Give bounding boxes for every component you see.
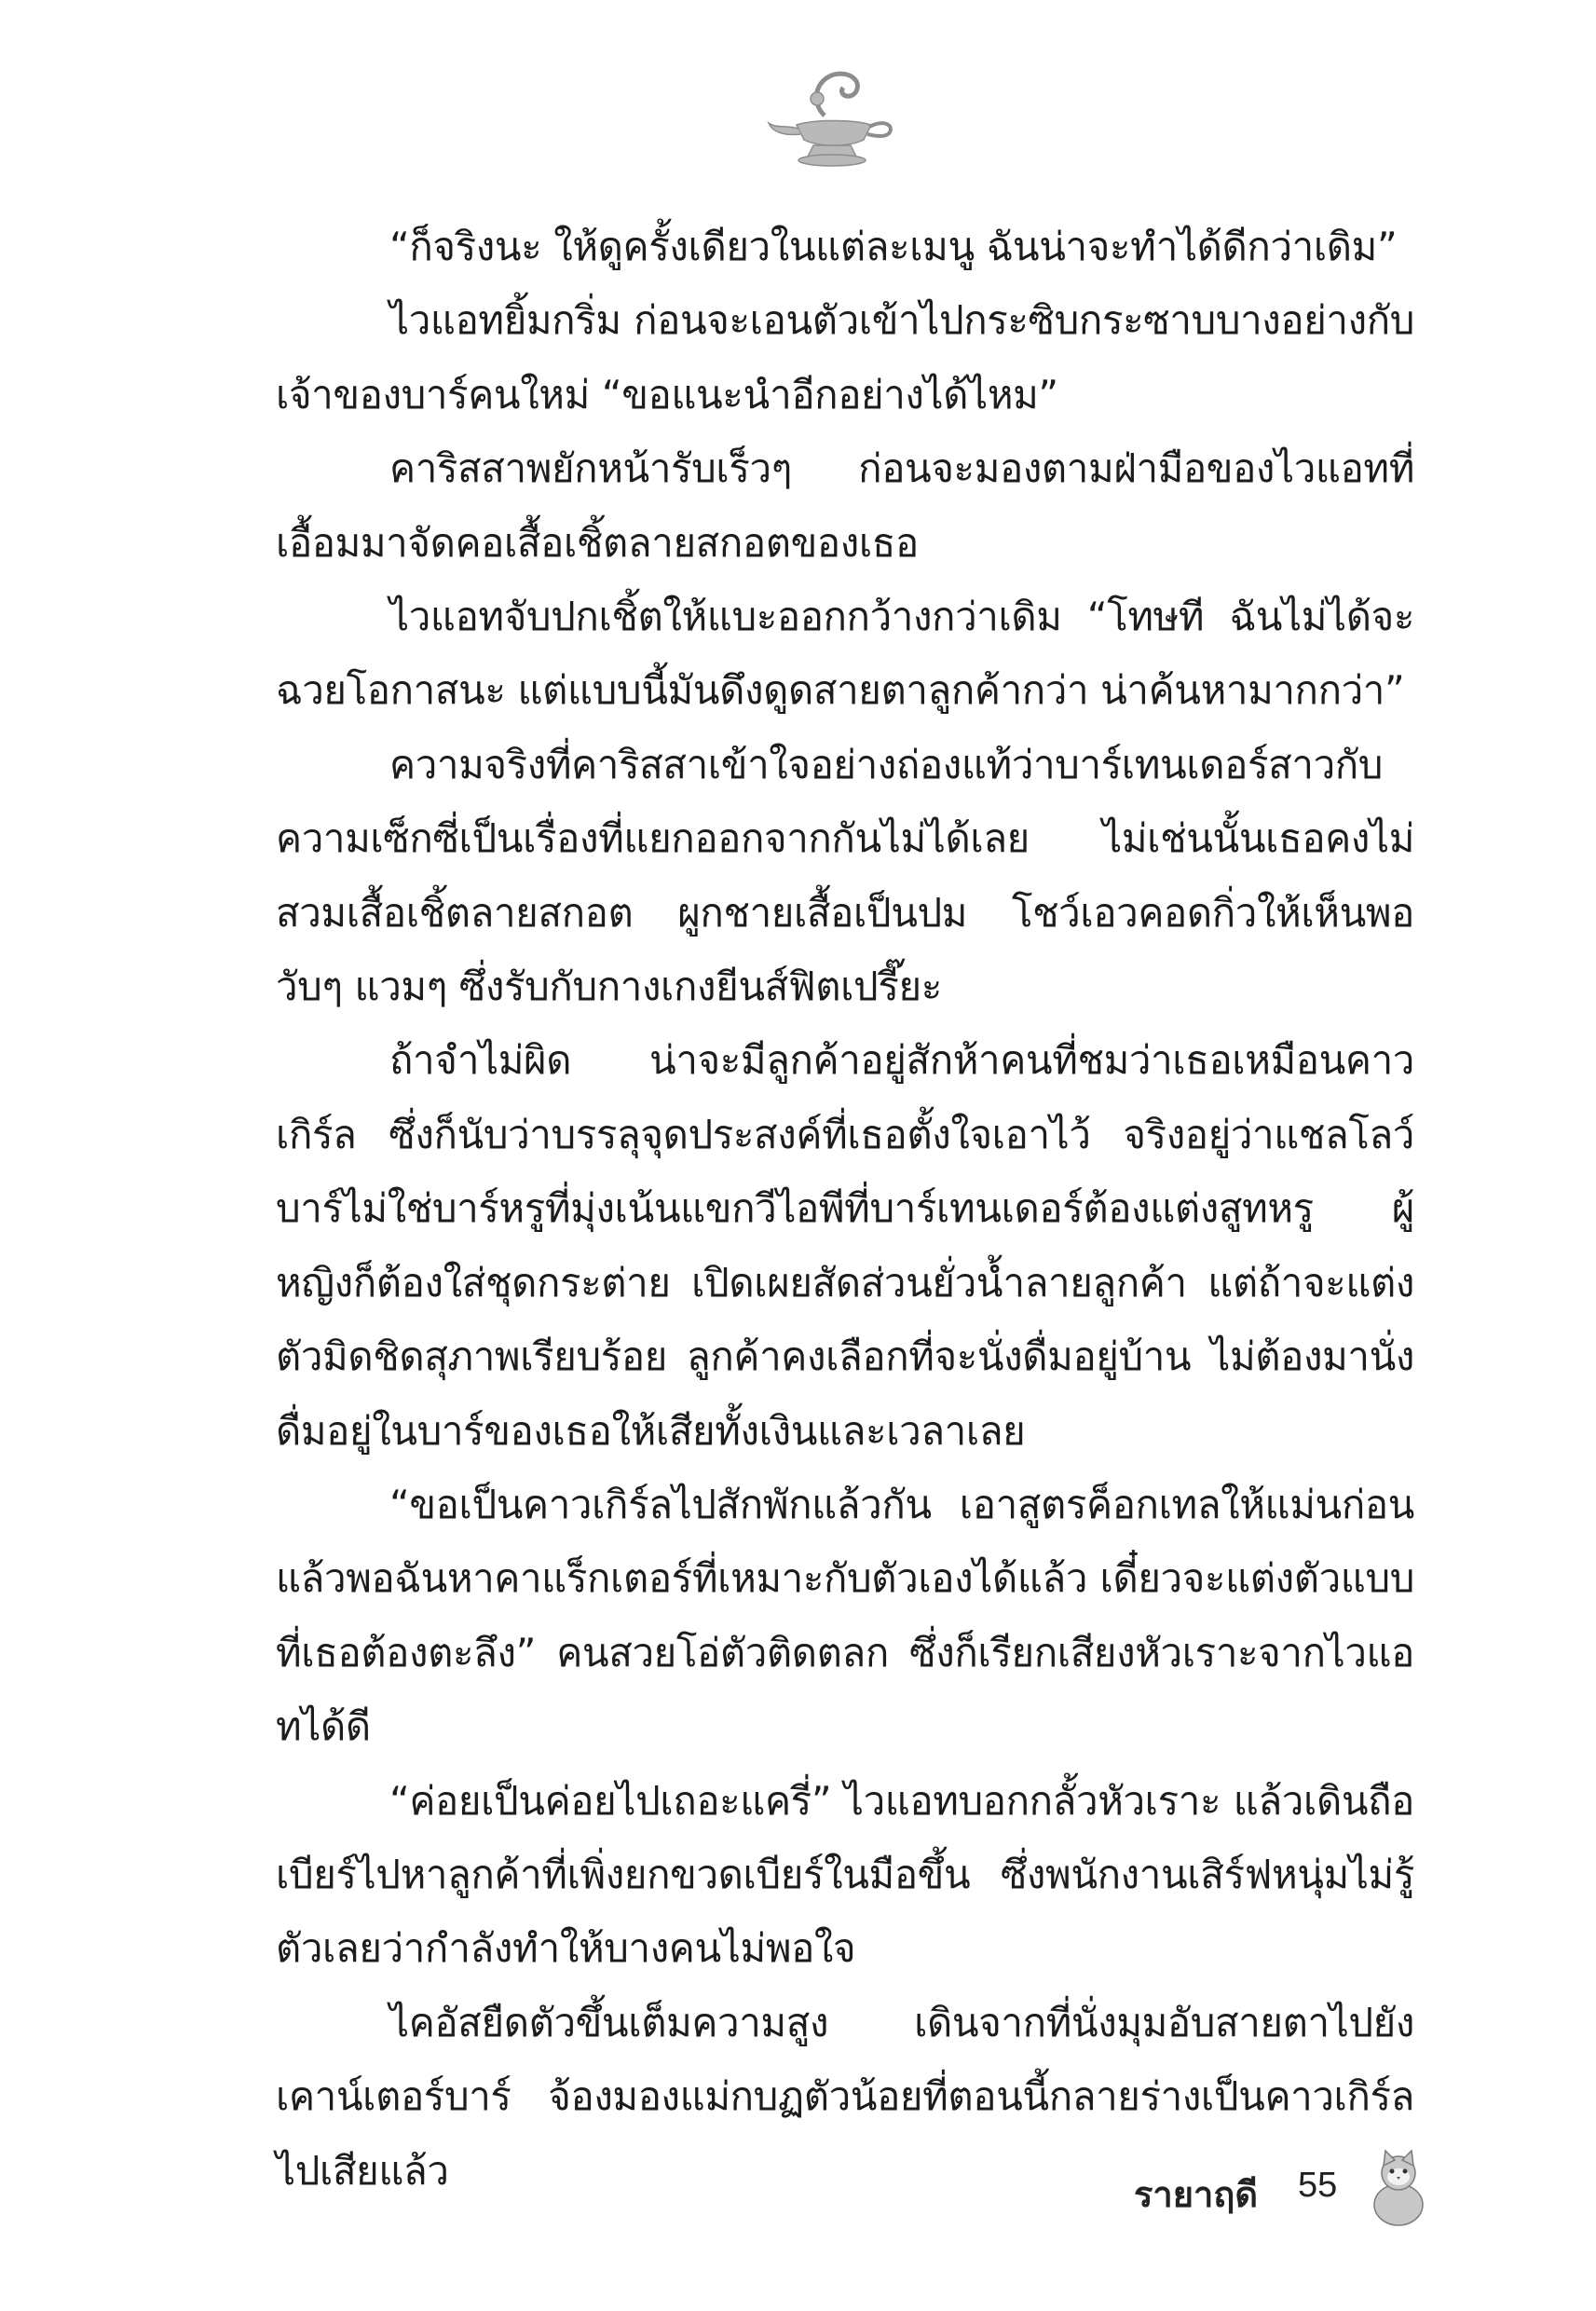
paragraph: “ขอเป็นคาวเกิร์ลไปสักพักแล้วกัน เอาสูตรค็อกเทลให้แม่นก่อน แล้วพอฉันหาคาแร็กเตอร์ที่เหมาะกับตัวเองได้แล้ว เดี๋ยวจะแต่งตัวแบบที่เธอต้องตะลึง” คนสวยโอ่ตัวติดตลก ซึ่งก็เรียกเสียงหัวเราะจากไวแอทได้ดี: [276, 1481, 1414, 1750]
book-title: รายาฤดี: [1134, 2174, 1259, 2215]
paragraph: คาริสสาพยักหน้ารับเร็วๆ ก่อนจะมองตามฝ่ามือของไวแอทที่เอื้อมมาจัดคอเสื้อเชิ้ตลายสกอตของเธอ: [276, 445, 1414, 566]
page-number: 55: [1298, 2166, 1338, 2205]
paragraph: ความจริงที่คาริสสาเข้าใจอย่างถ่องแท้ว่าบาร์เทนเดอร์สาวกับความเซ็กซี่เป็นเรื่องที่แยกออกจากกันไม่ได้เลย ไม่เช่นนั้นเธอคงไม่สวมเสื้อเชิ้ตลายสกอต ผูกชายเสื้อเป็นปม โชว์เอวคอดกิ่วให้เห็นพอวับๆ แวมๆ ซึ่งรับกับกางเกงยีนส์ฟิตเปรี๊ยะ: [276, 741, 1414, 1010]
page-footer: [1123, 2145, 1430, 2229]
story-text: [276, 210, 1414, 2208]
paragraph: “ก็จริงนะ ให้ดูครั้งเดียวในแต่ละเมนู ฉันน่าจะทำได้ดีกว่าเดิม”: [389, 224, 1398, 269]
magic-lamp-icon: [759, 67, 899, 179]
paragraph: ถ้าจำไม่ผิด น่าจะมีลูกค้าอยู่สักห้าคนที่ชมว่าเธอเหมือนคาวเกิร์ล ซึ่งก็นับว่าบรรลุจุดประสงค์ที่เธอตั้งใจเอาไว้ จริงอยู่ว่าแชลโลว์บาร์ไม่ใช่บาร์หรูที่มุ่งเน้นแขกวีไอพีที่บาร์เทนเดอร์ต้องแต่งสูทหรู ผู้หญิงก็ต้องใส่ชุดกระต่าย เปิดเผยสัดส่วนยั่วน้ำลายลูกค้า แต่ถ้าจะแต่งตัวมิดชิดสุภาพเรียบร้อย ลูกค้าคงเลือกที่จะนั่งดื่มอยู่บ้าน ไม่ต้องมานั่งดื่มอยู่ในบาร์ของเธอให้เสียทั้งเงินและเวลาเลย: [276, 1037, 1414, 1454]
paragraph: ไวแอทจับปกเชิ้ตให้แบะออกกว้างกว่าเดิม “โทษที ฉันไม่ได้จะฉวยโอกาสนะ แต่แบบนี้มันดึงดูดสายตาลูกค้ากว่า น่าค้นหามากกว่า”: [276, 594, 1414, 714]
paragraph: “ค่อยเป็นค่อยไปเถอะแครี่” ไวแอทบอกกลั้วหัวเราะ แล้วเดินถือเบียร์ไปหาลูกค้าที่เพิ่งยกขวดเบียร์ในมือขึ้น ซึ่งพนักงานเสิร์ฟหนุ่มไม่รู้ตัวเลยว่ากำลังทำให้บางคนไม่พอใจ: [276, 1777, 1414, 1972]
paragraph: ไคอัสยืดตัวขึ้นเต็มความสูง เดินจากที่นั่งมุมอับสายตาไปยังเคาน์เตอร์บาร์ จ้องมองแม่กบฏตัวน้อยที่ตอนนี้กลายร่างเป็นคาวเกิร์ลไปเสียแล้ว: [276, 1999, 1414, 2194]
paragraph: ไวแอทยิ้มกริ่ม ก่อนจะเอนตัวเข้าไปกระซิบกระซาบบางอย่างกับเจ้าของบาร์คนใหม่ “ขอแนะนำอีกอย่างได้ไหม”: [276, 297, 1414, 417]
cat-icon: [1367, 2145, 1430, 2229]
